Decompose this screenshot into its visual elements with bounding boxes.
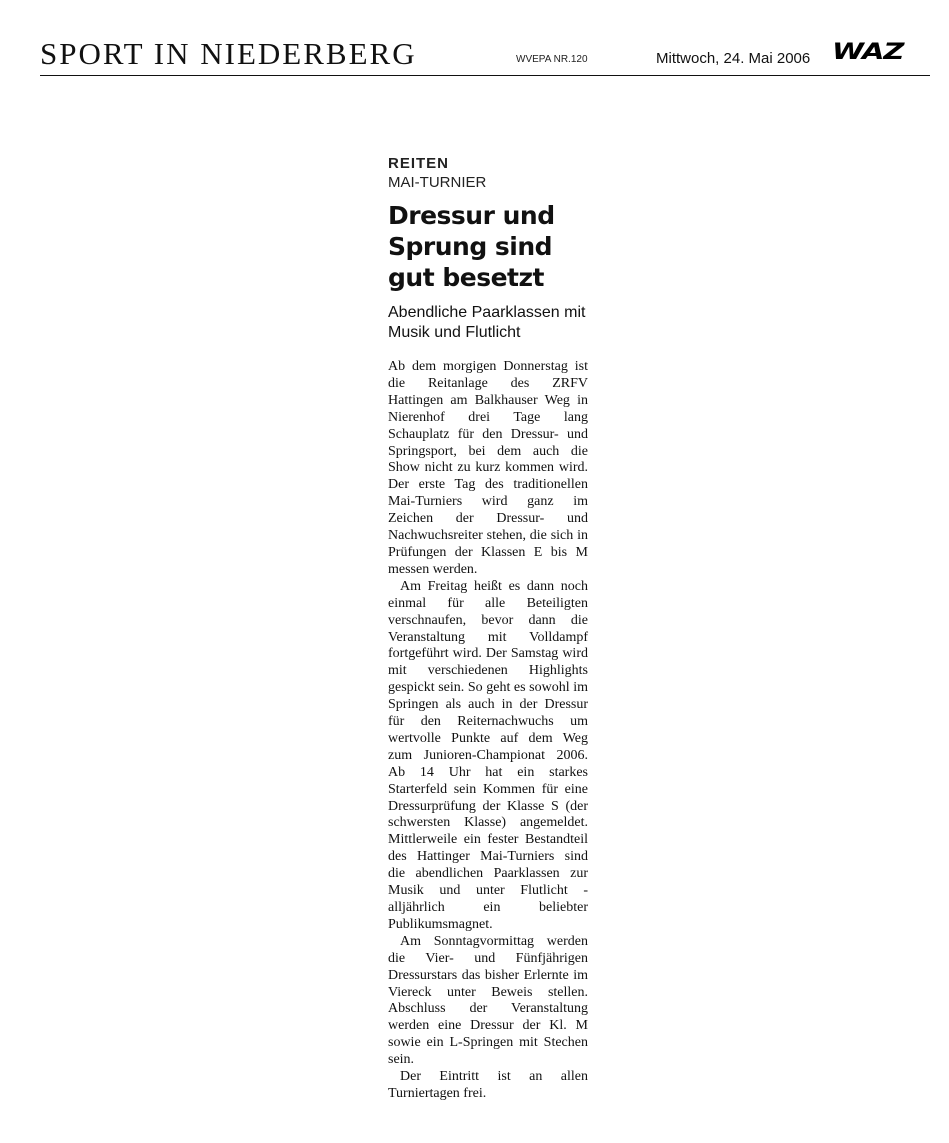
article-kicker: REITEN (388, 155, 450, 172)
section-title: SPORT IN NIEDERBERG (40, 36, 417, 71)
publication-date: Mittwoch, 24. Mai 2006 (656, 50, 811, 67)
article-subhead: Abendliche Paarklassen mit Musik und Flutlicht (388, 304, 586, 341)
page-header (40, 34, 930, 76)
article-paragraph: Der Eintritt ist an allen Turniertagen frei. (388, 1069, 588, 1101)
article-paragraph: Am Sonntagvormittag werden die Vier- und Fünfjährigen Dressurstars das bisher Erlernte im Viereck unter Beweis stellen. Abschluss der Veranstaltung werden eine Dressur der Kl. M sowie ein L-Springen mit Stechen sein. (388, 933, 588, 1068)
newspaper-logo: WAZ (832, 38, 904, 65)
article-paragraph: Ab dem morgigen Donnerstag ist die Reitanlage des ZRFV Hattingen am Balkhauser Weg in Nierenhof drei Tage lang Schauplatz für den Dressur- und Springsport, bei dem auch die Show nicht zu kurz kommen wird. Der erste Tag des traditionellen Mai-Turniers wird ganz im Zeichen der Dressur- und Nachwuchsreiter stehen, die sich in Prüfungen der Klassen E bis M messen werden. (388, 359, 588, 577)
article-body (388, 359, 588, 1103)
header-divider (40, 75, 930, 76)
article (388, 154, 588, 1103)
article-headline: Dressur und Sprung sind gut besetzt (388, 201, 555, 292)
article-subkicker: MAI-TURNIER (388, 174, 487, 191)
edition-number: WVEPA NR.120 (516, 54, 588, 65)
article-paragraph: Am Freitag heißt es dann noch einmal für alle Beteiligten verschnaufen, bevor dann die Veranstaltung mit Volldampf fortgeführt wird. Der Samstag wird mit verschiedenen Highlights gespickt sein. So geht es sowohl im Springen als auch in der Dressur für den Reiternachwuchs um wertvolle Punkte auf dem Weg zum Junioren-Championat 2006. Ab 14 Uhr hat ein starkes Starterfeld sein Kommen für eine Dressurprüfung der Klasse S (der schwersten Klasse) angemeldet. Mittlerweile ein fester Bestandteil des Hattinger Mai-Turniers sind die abendlichen Paarklassen zur Musik und unter Flutlicht - alljährlich ein beliebter Publikumsmagnet. (388, 578, 588, 932)
